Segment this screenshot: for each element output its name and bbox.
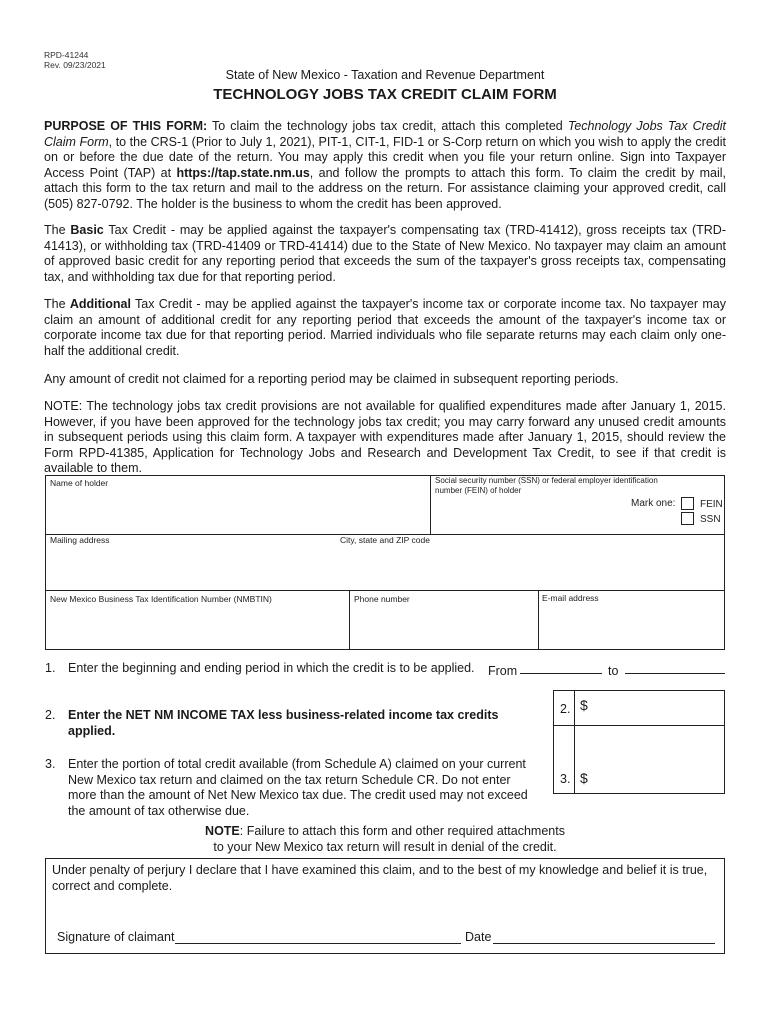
email-field[interactable] [540,606,724,649]
carryover-paragraph: Any amount of credit not claimed for a reporting period may be claimed in subsequent reporting periods. [44,372,619,386]
mailing-address-field[interactable] [46,546,331,590]
line-2-number: 2. [45,708,56,722]
purpose-label: PURPOSE OF THIS FORM: [44,119,208,133]
basic-term: Basic [70,223,104,237]
tap-url[interactable]: https://tap.state.nm.us [176,165,310,180]
contact-divider-2 [538,590,539,650]
phone-field[interactable] [351,606,537,649]
page-title: TECHNOLOGY JOBS TAX CREDIT CLAIM FORM [213,86,557,103]
line-1-text: Enter the beginning and ending period in which the credit is to be applied. [68,661,475,675]
line-2-text: Enter the NET NM INCOME TAX less business-related income tax credits applied. [68,708,499,738]
amount-box-divider-v [574,690,575,794]
name-of-holder-field[interactable] [46,490,428,533]
ssn-fein-field[interactable] [432,497,622,533]
additional-credit-paragraph [44,297,726,359]
line-3-number: 3. [45,757,56,771]
line-3-text: Enter the portion of total credit available (from Schedule A) claimed on your current New Mexico tax return and claimed on the tax return Schedule CR. Do not enter more than the amount of Net New Mexico tax due. The credit used may not exceed the amount of tax otherwise due. [68,757,528,818]
ssn-fein-label: Social security number (SSN) or federal employer identification number (FEIN) of holder [435,476,658,495]
line-3-amount-field[interactable] [592,728,722,792]
purpose-text-2: , to the CRS-1 (Prior to July 1, 2021), PIT-1, CIT-1, FID-1 or S-Corp return on which you wish to apply the credit on or before the due date of the return. You may apply this credit when you file your return online. Sign into Taxpayer Access Point (TAP) at [44,134,726,180]
to-date-field[interactable] [625,659,725,674]
holder-row-divider [430,475,431,535]
note-paragraph: NOTE: The technology jobs tax credit provisions are not available for qualified expenditures made after January 1, 2015. However, if you have been approved for the technology jobs tax credit; you may carry forward any unused credit amounts in subsequent periods using this claim form. A taxpayer with expenditures made after January 1, 2015, should review the Form RPD-41385, Application for Technology Jobs and Research and Development Tax Credit, to see if that credit is available to them. [44,399,726,476]
date-label: Date [465,930,492,944]
from-label: From [488,664,518,678]
line-3-dollar-sign: $ [580,770,588,786]
date-field[interactable] [493,929,715,944]
fein-checkbox[interactable] [681,497,694,510]
form-identifier [44,50,106,70]
attachment-note-text-1: : Failure to attach this form and other required attachments [239,824,565,838]
city-state-zip-field[interactable] [338,546,723,590]
contact-divider-1 [349,590,350,650]
signature-field[interactable] [175,929,461,944]
nmbtin-field[interactable] [46,606,348,649]
purpose-text-1: To claim the technology jobs tax credit, attach this completed [212,119,563,133]
line-2-box-number: 2. [560,702,571,716]
city-state-zip-label: City, state and ZIP code [340,535,430,545]
signature-label: Signature of claimant [57,930,175,944]
ssn-checkbox[interactable] [681,512,694,525]
form-revision: Rev. 09/23/2021 [44,60,106,70]
email-label: E-mail address [542,593,599,603]
attestation-text: Under penalty of perjury I declare that I have examined this claim, and to the best of my knowledge and belief it is true, correct and complete. [52,863,708,893]
purpose-form-name: Technology Jobs Tax Credit Claim Form [44,119,726,149]
line-1-number: 1. [45,661,56,675]
fein-label: FEIN [700,499,723,510]
mailing-address-label: Mailing address [50,535,110,545]
department-name: State of New Mexico - Taxation and Revenue Department [225,68,545,82]
amount-box-divider-h [553,725,725,726]
purpose-text-3: , and follow the prompts to attach this form. To claim the credit by mail, attach this form to the tax return and mail to the address on the return. For assistance claiming your approved credit, call (505) 827-0792. The holder is the business to whom the credit has been approved. [44,165,726,211]
from-date-field[interactable] [520,659,602,674]
additional-text: Tax Credit - may be applied against the taxpayer's income tax or corporate income tax. No taxpayer may claim an amount of additional credit for any reporting period that exceeds the amount of the taxpayer's income tax or corporate income tax due for that reporting period. Married individuals who file separate returns may each claim only one-half the additional credit. [44,297,726,358]
basic-credit-paragraph [44,223,726,285]
attachment-note-2: to your New Mexico tax return will result in denial of the credit. [213,840,557,854]
additional-pre: The [44,297,66,311]
line-3-box-number: 3. [560,772,571,786]
nmbtin-label: New Mexico Business Tax Identification Number (NMBTIN) [50,594,272,604]
line-2-dollar-sign: $ [580,697,588,713]
purpose-paragraph [44,119,726,213]
attachment-note-label: NOTE [205,824,240,838]
basic-text: Tax Credit - may be applied against the taxpayer's compensating tax (TRD-41412), gross receipts tax (TRD-41413), or withholding tax (TRD-41409 or TRD-41414) due to the State of New Mexico. No taxpayer may claim an amount of approved basic credit for any reporting period that exceeds the sum of the taxpayer's gross receipts tax, compensating tax, and withholding tax due for that reporting period. [44,223,726,284]
ssn-label: SSN [700,514,721,525]
additional-term: Additional [69,297,131,311]
mark-one-label: Mark one: [631,498,676,509]
to-label: to [608,664,619,678]
line-2-amount-field[interactable] [592,692,722,723]
name-of-holder-label: Name of holder [50,478,109,488]
form-number: RPD-41244 [44,50,89,60]
phone-label: Phone number [354,594,410,604]
attachment-note [0,824,770,840]
basic-pre: The [44,223,66,237]
